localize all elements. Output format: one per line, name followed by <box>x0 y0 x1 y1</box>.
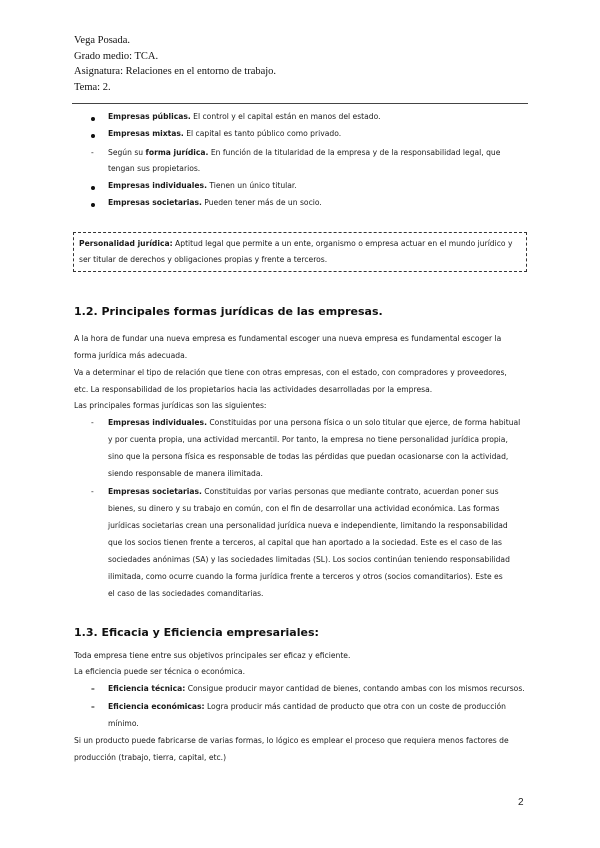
list-item-continuation: sociedades anónimas (SA) y las sociedades limitadas (SL). Los socios continúan teniendo responsabilidad <box>108 555 510 564</box>
dash-marker: – <box>91 684 95 693</box>
bullet-icon <box>91 117 95 121</box>
paragraph-line: producción (trabajo, tierra, capital, etc.) <box>74 753 227 762</box>
dash-marker: - <box>91 418 94 427</box>
list-item-continuation: mínimo. <box>108 719 139 728</box>
list-item-continuation: siendo responsable de manera ilimitada. <box>108 469 263 478</box>
bullet-icon <box>91 203 95 207</box>
list-item-continuation: que los socios tienen frente a terceros, al capital que han aportado a la sociedad. Este es el caso de las <box>108 538 503 547</box>
list-item: Empresas societarias. Pueden tener más de un socio. <box>108 198 322 207</box>
list-item-continuation: ilimitada, como ocurre cuando la forma jurídica frente a terceros y otros (socios comanditarios). Este es <box>108 572 503 581</box>
dash-marker: - <box>91 487 94 496</box>
list-item: Según su forma jurídica. En función de la titularidad de la empresa y de la responsabilidad legal, que <box>108 148 501 157</box>
list-item: Eficiencia técnica: Consigue producir mayor cantidad de bienes, contando ambas con los mismos recursos. <box>108 684 525 693</box>
list-item: Empresas individuales. Constituidas por una persona física o un solo titular que ejerce, de forma habitual <box>108 418 521 427</box>
list-item: Empresas individuales. Tienen un único titular. <box>108 181 297 190</box>
section-heading: 1.2. Principales formas jurídicas de las empresas. <box>74 305 383 318</box>
bullet-icon <box>91 134 95 138</box>
page-number: 2 <box>518 797 524 808</box>
paragraph-line: Las principales formas jurídicas son las siguientes: <box>74 401 267 410</box>
paragraph-line: etc. La responsabilidad de los propietarios hacia las actividades desarrolladas por la empresa. <box>74 385 433 394</box>
paragraph-line: Si un producto puede fabricarse de varias formas, lo lógico es emplear el proceso que requiera menos factores de <box>74 736 509 745</box>
list-item: Empresas públicas. El control y el capital están en manos del estado. <box>108 112 381 121</box>
list-item: Empresas mixtas. El capital es tanto público como privado. <box>108 129 342 138</box>
grade-line: Grado medio: TCA. <box>74 50 159 62</box>
header-divider <box>72 103 528 104</box>
subject-line: Asignatura: Relaciones en el entorno de trabajo. <box>74 66 277 77</box>
list-item: Empresas societarias. Constituidas por varias personas que mediante contrato, acuerdan poner sus <box>108 487 499 496</box>
paragraph-line: forma jurídica más adecuada. <box>74 351 188 360</box>
paragraph-line: Toda empresa tiene entre sus objetivos principales ser eficaz y eficiente. <box>74 651 351 660</box>
dash-marker: - <box>91 148 94 157</box>
list-item-continuation: y por cuenta propia, una actividad mercantil. Por tanto, la empresa no tiene personalidad jurídica propia, <box>108 435 508 444</box>
paragraph-line: Va a determinar el tipo de relación que tiene con otras empresas, con el estado, con compradores y proveedores, <box>74 368 507 377</box>
author-name: Vega Posada. <box>74 35 130 46</box>
section-heading: 1.3. Eficacia y Eficiencia empresariales: <box>74 626 319 639</box>
list-item-continuation: jurídicas societarias crean una personalidad jurídica nueva e independiente, limitando la responsabilidad <box>108 521 508 530</box>
dash-marker: – <box>91 702 95 711</box>
paragraph-line: A la hora de fundar una nueva empresa es fundamental escoger una nueva empresa es fundamental escoger la <box>74 334 502 343</box>
definition-text: Personalidad jurídica: Aptitud legal que permite a un ente, organismo o empresa actuar en el mundo jurídico y <box>79 239 513 248</box>
list-item-continuation: el caso de las sociedades comanditarias. <box>108 589 264 598</box>
paragraph-line: La eficiencia puede ser técnica o económica. <box>74 667 246 676</box>
bullet-icon <box>91 186 95 190</box>
document-header <box>74 33 276 95</box>
list-item-continuation: bienes, su dinero y su trabajo en común, con el fin de desarrollar una actividad económica. Las formas <box>108 504 500 513</box>
list-item-continuation: tengan sus propietarios. <box>108 164 201 173</box>
topic-line: Tema: 2. <box>74 81 111 93</box>
list-item: Eficiencia económicas: Logra producir más cantidad de producto que otra con un coste de producción <box>108 702 506 711</box>
list-item-continuation: sino que la persona física es responsable de todas las pérdidas que puedan ocasionarse con la actividad, <box>108 452 509 461</box>
definition-continuation: ser titular de derechos y obligaciones propias y frente a terceros. <box>79 255 328 264</box>
